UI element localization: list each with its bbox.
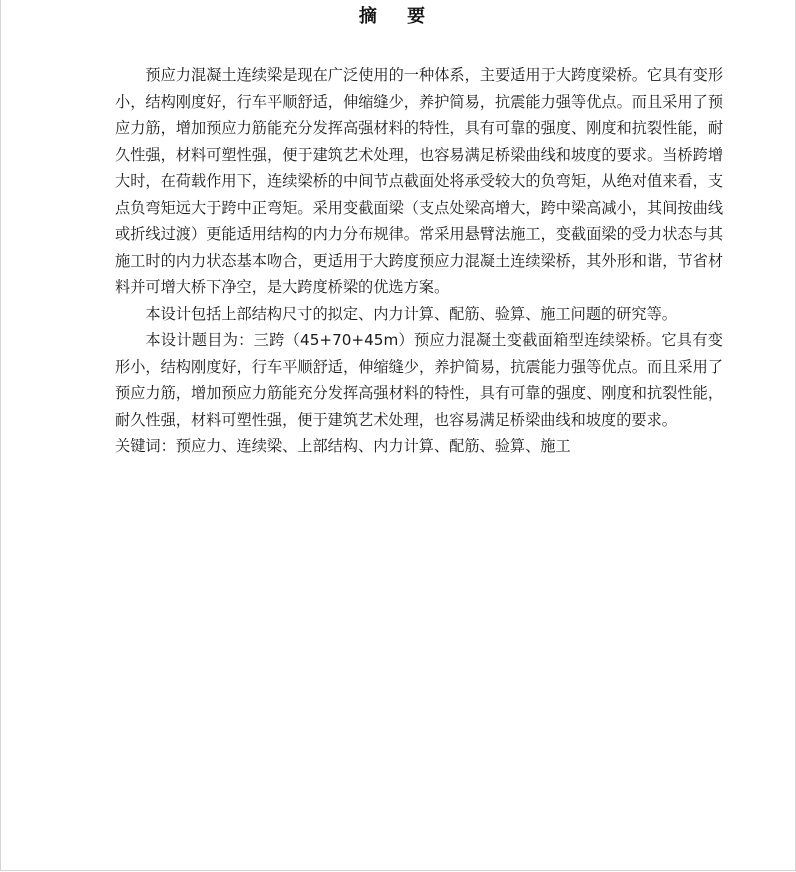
paragraph-scope: 本设计包括上部结构尺寸的拟定、内力计算、配筋、验算、施工问题的研究等。 bbox=[145, 304, 677, 323]
abstract-body bbox=[115, 62, 723, 460]
keywords-line: 关键词：预应力、连续梁、上部结构、内力计算、配筋、验算、施工 bbox=[115, 437, 571, 455]
paragraph-intro: 预应力混凝土连续梁是现在广泛使用的一种体系，主要适用于大跨度梁桥。它具有变形小，结构刚度好，行车平顺舒适，伸缩缝少，养护简易，抗震能力强等优点。而且采用了预应力筋，增加预应力筋能充分发挥高强材料的特性，具有可靠的强度、刚度和抗裂性能，耐久性强，材料可塑性强，便于建筑艺术处理，也容易满足桥梁曲线和坡度的要求。当桥跨增大时，在荷载作用下，连续梁桥的中间节点截面处将承受较大的负弯矩，从绝对值来看，支点负弯矩远大于跨中正弯矩。采用变截面梁（支点处梁高增大，跨中梁高减小，其间按曲线或折线过渡）更能适用结构的内力分布规律。常采用悬臂法施工，变截面梁的受力状态与其施工时的内力状态基本吻合，更适用于大跨度预应力混凝土连续梁桥，其外形和谐，节省材料并可增大桥下净空，是大跨度桥梁的优选方案。 bbox=[115, 66, 723, 296]
paragraph-topic: 本设计题目为：三跨（45+70+45m）预应力混凝土变截面箱型连续梁桥。它具有变形小，结构刚度好，行车平顺舒适，伸缩缝少，养护简易，抗震能力强等优点。而且采用了预应力筋，增加预应力筋能充分发挥高强材料的特性，具有可靠的强度、刚度和抗裂性能，耐久性强，材料可塑性强，便于建筑艺术处理，也容易满足桥梁曲线和坡度的要求。 bbox=[115, 331, 723, 429]
abstract-title: 摘 要 bbox=[358, 6, 438, 27]
